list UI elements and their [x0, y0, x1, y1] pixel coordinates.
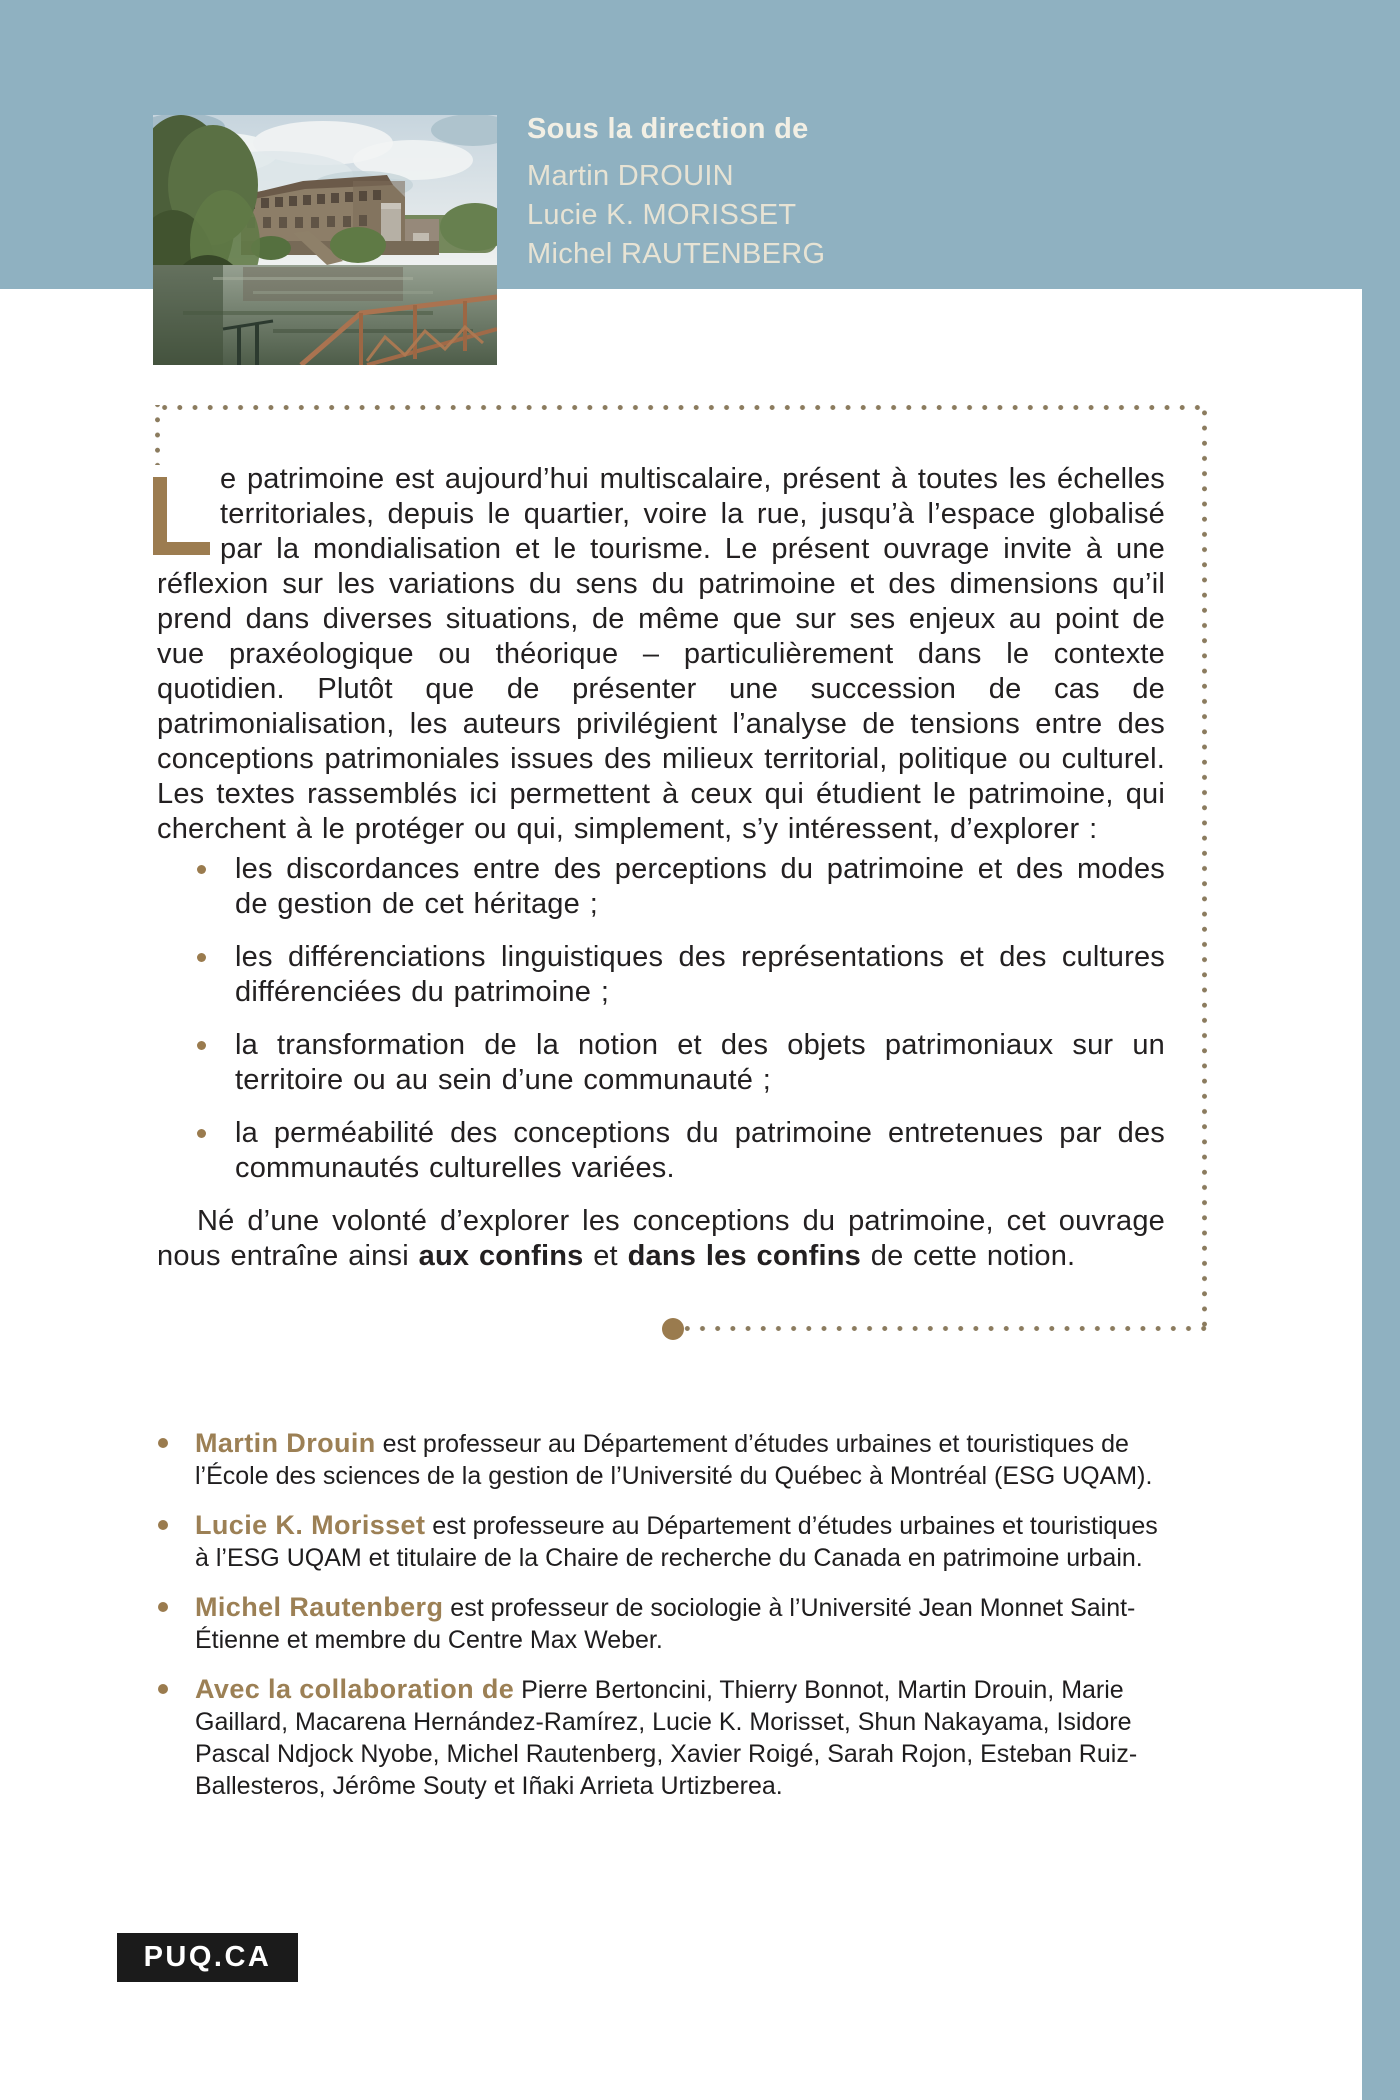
synopsis-block: [157, 462, 1165, 1274]
right-edge-band: [1362, 0, 1400, 2100]
contributor-bio: est professeure au Département d’études urbaines et touristiques à l’ESG UQAM et titulaire de la Chaire de recherche du Canada en patrimoine urbain.: [195, 1512, 1158, 1572]
contributor-bio: Pierre Bertoncini, Thierry Bonnot, Martin Drouin, Marie Gaillard, Macarena Hernández-Ramírez, Lucie K. Morisset, Shun Nakayama, Isidore Pascal Ndjock Nyobe, Michel Rautenberg, Xavier Roigé, Sarah Rojon, Esteban Ruiz-Ballesteros, Jérôme Souty et Iñaki Arrieta Urtizberea.: [195, 1676, 1138, 1800]
bullet-item: [157, 940, 1165, 1010]
drop-cap: [157, 462, 220, 562]
cover-photo: [153, 115, 497, 365]
contributor-item: [157, 1673, 1162, 1802]
synopsis-bullet-list: [157, 852, 1165, 1186]
contributor-bio: est professeur au Département d’études urbaines et touristiques de l’École des sciences de la gestion de l’Université du Québec à Montréal (ESG UQAM).: [195, 1430, 1153, 1490]
contributor-name: Avec la collaboration de: [195, 1674, 515, 1704]
bullet-text: la perméabilité des conceptions du patrimoine entretenues par des communautés culturelles variées.: [235, 1117, 1165, 1184]
editor-name-1: Martin DROUIN: [527, 160, 734, 192]
bullet-item: [157, 852, 1165, 922]
contributor-name: Martin Drouin: [195, 1428, 376, 1458]
bullet-item: [157, 1028, 1165, 1098]
editor-name-2: Lucie K. MORISSET: [527, 199, 797, 231]
direction-label: Sous la direction de: [527, 113, 809, 145]
contributor-item: [157, 1427, 1162, 1492]
closing-paragraph: [157, 1204, 1165, 1274]
dotted-border-left: [155, 405, 160, 465]
accent-dot: [662, 1318, 684, 1340]
contributor-bio: est professeur de sociologie à l’Université Jean Monnet Saint-Étienne et membre du Centre Max Weber.: [195, 1594, 1136, 1654]
bullet-text: les différenciations linguistiques des représentations et des cultures différenciées du patrimoine ;: [235, 941, 1165, 1008]
closing-bold-aux-confins: aux confins: [418, 1240, 584, 1272]
closing-text: Né d’une volonté d’explorer les conceptions du patrimoine, cet ouvrage nous entraîne ainsi: [157, 1205, 1165, 1272]
closing-text: et: [583, 1240, 628, 1272]
dotted-border-right: [1202, 405, 1207, 1332]
bullet-text: les discordances entre des perceptions du patrimoine et des modes de gestion de cet héritage ;: [235, 853, 1165, 920]
synopsis-paragraph: [157, 462, 1165, 847]
drop-cap-glyph: [153, 477, 210, 555]
closing-bold-dans-les-confins: dans les confins: [627, 1240, 862, 1272]
bullet-item: [157, 1116, 1165, 1186]
bullet-text: la transformation de la notion et des objets patrimoniaux sur un territoire ou au sein d’une communauté ;: [235, 1029, 1165, 1096]
contributor-list: [157, 1427, 1162, 1819]
contributor-name: Lucie K. Morisset: [195, 1510, 426, 1540]
dotted-border-top: [155, 405, 1207, 410]
synopsis-opening-text: e patrimoine est aujourd’hui multiscalaire, présent à toutes les échelles territoriales, depuis le quartier, voire la rue, jusqu’à l’espace globalisé par la mondialisation et le tourisme. Le présent ouvrage invite à une réflexion sur les variations du sens du patrimoine et des dimensions qu’il prend dans diverses situations, de même que sur ses enjeux au point de vue praxéologique ou théorique – particulièrement dans le contexte quotidien. Plutôt que de présenter une succession de cas de patrimonialisation, les auteurs privilégient l’analyse de tensions entre des conceptions patrimoniales issues des milieux territorial, politique ou culturel. Les textes rassemblés ici permettent à ceux qui étudient le patrimoine, qui cherchent à le protéger ou qui, simplement, s’y intéressent, d’explorer :: [157, 463, 1165, 845]
dotted-border-bottom: [684, 1326, 1207, 1331]
puq-site-link[interactable]: PUQ.CA: [117, 1933, 298, 1982]
closing-text: de cette notion.: [861, 1240, 1076, 1272]
contributor-item: [157, 1509, 1162, 1574]
direction-block: [527, 112, 825, 274]
editor-name-3: Michel RAUTENBERG: [527, 238, 826, 270]
contributor-name: Michel Rautenberg: [195, 1592, 444, 1622]
contributor-item: [157, 1591, 1162, 1656]
